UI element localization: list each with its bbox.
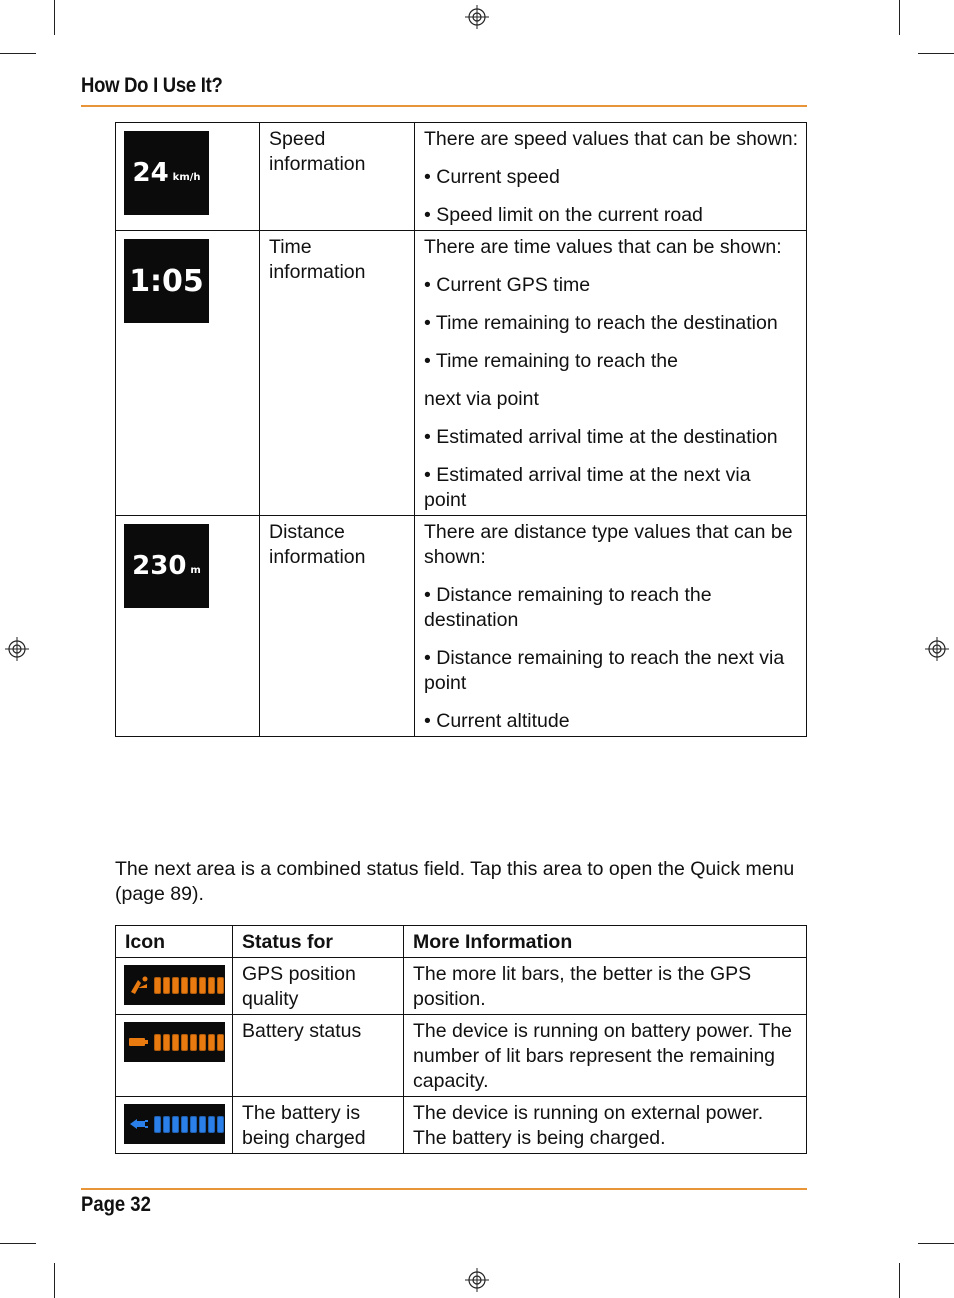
crop-mark [0,53,36,54]
status-bar [163,1116,170,1133]
field-description: There are speed values that can be shown: • Current speed • Speed limit on the current road [415,123,807,231]
distance-icon: 230 m [124,524,209,608]
crop-mark [54,1263,55,1298]
status-bar [172,977,179,994]
status-bar [190,1034,197,1051]
status-info: The device is running on external power. The battery is being charged. [404,1097,807,1154]
status-info: The more lit bars, the better is the GPS position. [404,958,807,1015]
status-bar [163,977,170,994]
page-number: Page 32 [81,1193,151,1216]
status-bar [172,1116,179,1133]
time-icon: 1:05 [124,239,209,323]
charging-bars [154,1116,224,1133]
status-bar [154,1116,161,1133]
status-bar [208,977,215,994]
column-header: More Information [404,926,807,958]
field-label: Time information [260,231,415,516]
table-row [116,123,807,231]
status-bar [154,977,161,994]
crop-mark [54,0,55,35]
status-icons-table [115,925,807,1154]
page-header-title: How Do I Use It? [81,74,223,97]
table-header-row [116,926,807,958]
charging-plug-icon [124,1104,225,1144]
status-bar [172,1034,179,1051]
footer-rule [81,1188,807,1190]
status-bar [217,977,224,994]
signal-bars [154,977,224,994]
registration-mark-icon [925,637,949,661]
crop-mark [918,53,954,54]
icon-cell [116,231,260,516]
column-header: Icon [116,926,233,958]
crop-mark [918,1243,954,1244]
table-row [116,231,807,516]
icon-cell [116,958,233,1015]
field-description: There are time values that can be shown: • Current GPS time • Time remaining to reach the destination • Time remaining to reach the next via point • Estimated arrival time at the destination • Estimated arrival time at the next via point [415,231,807,516]
icon-cell [116,1015,233,1097]
registration-mark-icon [465,5,489,29]
registration-mark-icon [5,637,29,661]
status-field-paragraph: The next area is a combined status field. Tap this area to open the Quick menu (page 89). [115,858,795,905]
status-bar [199,977,206,994]
status-bar [208,1116,215,1133]
field-label: Distance information [260,516,415,737]
status-bar [217,1116,224,1133]
table-row [116,1015,807,1097]
status-info: The device is running on battery power. The number of lit bars represent the remaining capacity. [404,1015,807,1097]
field-description: There are distance type values that can be shown: • Distance remaining to reach the destination • Distance remaining to reach the next via point • Current altitude [415,516,807,737]
status-bar [181,977,188,994]
status-bar [199,1116,206,1133]
crop-mark [899,1263,900,1298]
crop-mark [0,1243,36,1244]
battery-bars [154,1034,224,1051]
speed-icon: 24 km/h [124,131,209,215]
status-bar [217,1034,224,1051]
status-label: GPS position quality [233,958,404,1015]
table-row [116,1097,807,1154]
icon-cell [116,123,260,231]
info-fields-table [115,122,807,737]
icon-cell [116,1097,233,1154]
status-bar [181,1034,188,1051]
header-rule [81,105,807,107]
table-row [116,958,807,1015]
table-row [116,516,807,737]
status-label: Battery status [233,1015,404,1097]
field-label: Speed information [260,123,415,231]
status-bar [181,1116,188,1133]
column-header: Status for [233,926,404,958]
gps-signal-icon [124,965,225,1005]
status-bar [154,1034,161,1051]
status-bar [208,1034,215,1051]
registration-mark-icon [465,1268,489,1292]
status-bar [190,1116,197,1133]
icon-cell [116,516,260,737]
status-label: The battery is being charged [233,1097,404,1154]
status-bar [199,1034,206,1051]
battery-icon [124,1022,225,1062]
crop-mark [899,0,900,35]
status-bar [163,1034,170,1051]
status-bar [190,977,197,994]
